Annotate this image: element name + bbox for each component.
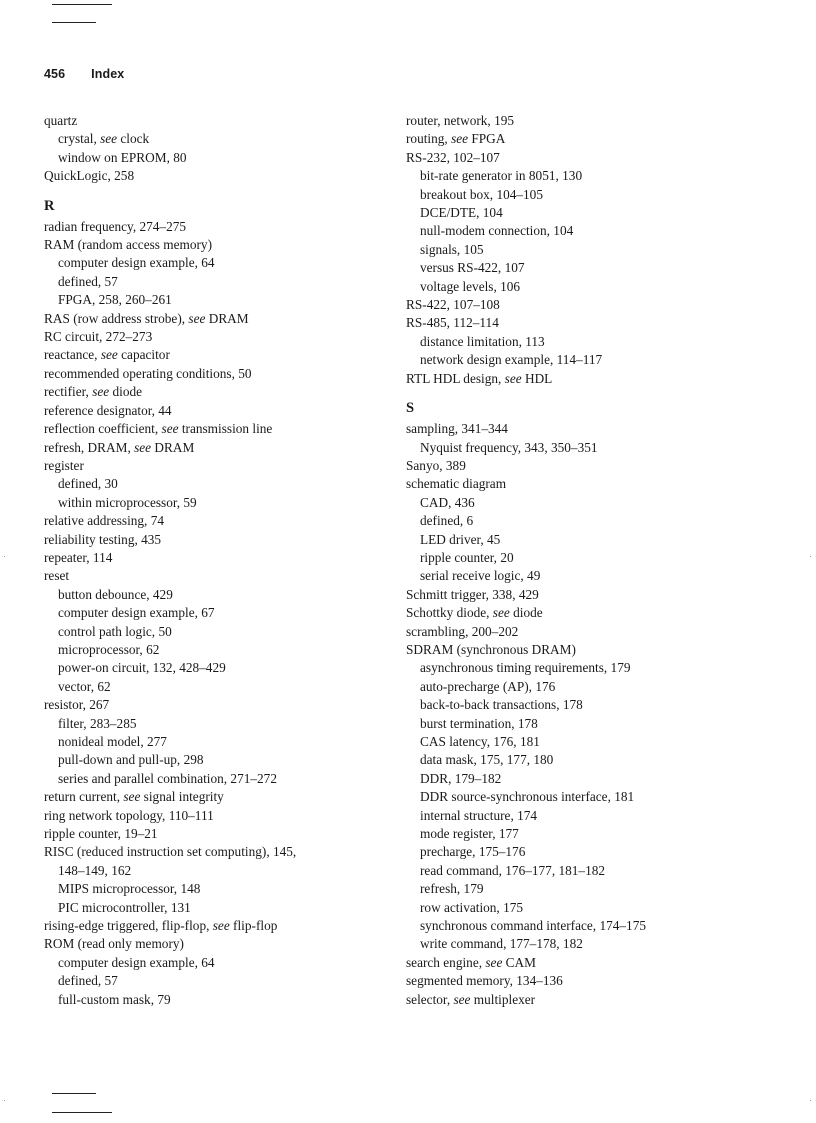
index-entry <box>44 167 384 185</box>
index-subentry <box>406 494 746 512</box>
entry-text: write command, 177–178, 182 <box>420 936 583 952</box>
see-reference: see <box>453 991 471 1007</box>
index-subentry <box>44 733 384 751</box>
entry-text: microprocessor, 62 <box>58 641 160 657</box>
entry-text: Sanyo, 389 <box>406 457 466 473</box>
entry-text: serial receive logic, 49 <box>420 568 541 584</box>
index-subentry <box>406 531 746 549</box>
see-reference: see <box>134 439 152 455</box>
index-subentry <box>44 770 384 788</box>
index-entry <box>44 365 384 383</box>
entry-text: DCE/DTE, 104 <box>420 205 503 221</box>
index-subentry <box>44 586 384 604</box>
entry-text: power-on circuit, 132, 428–429 <box>58 660 226 676</box>
entry-text: full-custom mask, 79 <box>58 991 171 1007</box>
index-entry <box>44 696 384 714</box>
entry-text: precharge, 175–176 <box>420 844 526 860</box>
index-subentry <box>406 751 746 769</box>
index-entry <box>44 512 384 530</box>
see-target: DRAM <box>205 310 249 326</box>
entry-text: breakout box, 104–105 <box>420 186 543 202</box>
entry-text: internal structure, 174 <box>420 807 538 823</box>
entry-text: sampling, 341–344 <box>406 421 508 437</box>
index-entry <box>44 807 384 825</box>
index-subentry <box>406 351 746 369</box>
index-entry <box>44 328 384 346</box>
index-subentry <box>44 149 384 167</box>
entry-text: computer design example, 64 <box>58 954 215 970</box>
index-subentry <box>44 678 384 696</box>
index-entry <box>44 457 384 475</box>
see-target: DRAM <box>151 439 195 455</box>
page-number: 456 <box>44 67 66 81</box>
see-reference: see <box>100 347 118 363</box>
entry-text: CAS latency, 176, 181 <box>420 734 540 749</box>
index-subentry <box>406 186 746 204</box>
entry-text: RS-232, 102–107 <box>406 149 500 165</box>
index-subentry <box>44 291 384 309</box>
see-reference: see <box>504 370 522 386</box>
entry-text: pull-down and pull-up, 298 <box>58 752 204 768</box>
index-entry <box>406 972 746 990</box>
index-subentry <box>406 549 746 567</box>
see-target: capacitor <box>117 347 170 363</box>
index-subentry <box>406 278 746 296</box>
see-target: clock <box>117 131 150 147</box>
entry-text: RAM (random access memory) <box>44 237 213 253</box>
index-subentry <box>406 807 746 825</box>
crop-mark-bottom-long <box>52 1112 112 1113</box>
index-subentry <box>406 567 746 585</box>
index-entry <box>44 420 384 438</box>
entry-text: filter, 283–285 <box>58 715 137 731</box>
see-target: HDL <box>521 370 553 386</box>
entry-text: CAD, 436 <box>420 494 475 510</box>
index-column-left <box>44 112 384 1009</box>
entry-text: refresh, 179 <box>420 881 484 897</box>
index-entry <box>44 917 384 935</box>
entry-text: bit-rate generator in 8051, 130 <box>420 168 583 184</box>
see-target: diode <box>109 384 143 400</box>
index-entry <box>406 130 746 148</box>
index-entry <box>44 383 384 401</box>
index-subentry <box>44 659 384 677</box>
entry-text: radian frequency, 274–275 <box>44 218 187 234</box>
entry-text: RS-485, 112–114 <box>406 315 499 331</box>
index-subentry <box>406 204 746 222</box>
see-reference: see <box>100 131 118 147</box>
index-entry <box>44 843 384 861</box>
entry-text: crystal, <box>58 131 101 147</box>
index-entry <box>406 475 746 493</box>
entry-text: segmented memory, 134–136 <box>406 973 563 989</box>
index-subentry <box>44 604 384 622</box>
index-entry <box>44 935 384 953</box>
entry-text: Schmitt trigger, 338, 429 <box>406 586 539 602</box>
entry-text: PIC microcontroller, 131 <box>58 899 191 915</box>
see-target: multiplexer <box>470 991 536 1007</box>
entry-text: reflection coefficient, <box>44 421 162 437</box>
index-subentry <box>44 899 384 917</box>
entry-text: ripple counter, 20 <box>420 549 514 565</box>
index-subentry <box>44 751 384 769</box>
index-subentry <box>44 880 384 898</box>
index-entry <box>406 149 746 167</box>
entry-text: MIPS microprocessor, 148 <box>58 881 201 897</box>
index-subentry <box>44 494 384 512</box>
index-entry <box>44 346 384 364</box>
entry-text: Schottky diode, <box>406 605 493 621</box>
entry-text: quartz <box>44 113 78 128</box>
index-subentry <box>406 770 746 788</box>
entry-text: search engine, <box>406 954 486 970</box>
entry-text: reset <box>44 568 70 584</box>
index-subentry <box>44 972 384 990</box>
entry-text: ROM (read only memory) <box>44 936 184 952</box>
index-entry <box>44 112 384 130</box>
entry-text: series and parallel combination, 271–272 <box>58 770 277 786</box>
entry-text: register <box>44 457 84 473</box>
see-target: CAM <box>502 954 536 970</box>
index-subentry <box>406 167 746 185</box>
index-subentry <box>44 715 384 733</box>
index-subentry <box>406 733 746 751</box>
entry-text: refresh, DRAM, <box>44 439 135 455</box>
entry-text: Nyquist frequency, 343, 350–351 <box>420 439 598 455</box>
index-subentry <box>406 333 746 351</box>
index-subentry <box>406 696 746 714</box>
index-entry <box>406 457 746 475</box>
index-subentry <box>406 862 746 880</box>
index-entry <box>44 218 384 236</box>
crop-mark-bottom-short <box>52 1093 96 1094</box>
index-entry <box>44 825 384 843</box>
entry-text: voltage levels, 106 <box>420 278 521 294</box>
entry-text: window on EPROM, 80 <box>58 149 187 165</box>
see-target: transmission line <box>178 421 273 437</box>
entry-text: QuickLogic, 258 <box>44 168 135 184</box>
see-target: flip-flop <box>229 918 278 934</box>
entry-text: ripple counter, 19–21 <box>44 826 158 842</box>
running-title: Index <box>91 67 125 81</box>
entry-text: selector, <box>406 991 454 1007</box>
index-entry <box>44 402 384 420</box>
entry-text: RS-422, 107–108 <box>406 297 500 313</box>
entry-text: versus RS-422, 107 <box>420 260 525 276</box>
see-target: FPGA <box>468 131 506 147</box>
index-subentry <box>44 991 384 1009</box>
index-entry <box>406 991 746 1009</box>
entry-text: synchronous command interface, 174–175 <box>420 918 646 934</box>
entry-text: read command, 176–177, 181–182 <box>420 862 606 878</box>
entry-text: SDRAM (synchronous DRAM) <box>406 641 576 657</box>
index-subentry <box>406 659 746 677</box>
index-entry <box>44 549 384 567</box>
entry-text: recommended operating conditions, 50 <box>44 365 252 381</box>
index-subentry <box>406 715 746 733</box>
see-reference: see <box>123 789 141 805</box>
entry-text: burst termination, 178 <box>420 715 538 731</box>
entry-text: scrambling, 200–202 <box>406 623 519 639</box>
entry-text: control path logic, 50 <box>58 623 172 639</box>
entry-text: DDR source-synchronous interface, 181 <box>420 789 635 805</box>
entry-text: computer design example, 64 <box>58 255 215 271</box>
edge-tick-right <box>810 556 811 557</box>
see-reference: see <box>92 384 110 400</box>
index-subentry <box>406 825 746 843</box>
entry-text: ring network topology, 110–111 <box>44 807 214 823</box>
entry-text: defined, 57 <box>58 973 118 989</box>
entry-text: button debounce, 429 <box>58 586 173 602</box>
edge-tick-bottom-left <box>4 1100 5 1101</box>
entry-text: network design example, 114–117 <box>420 352 603 368</box>
index-entry <box>406 604 746 622</box>
entry-text: repeater, 114 <box>44 549 113 565</box>
entry-text: reference designator, 44 <box>44 402 172 418</box>
index-subentry <box>406 678 746 696</box>
index-subentry <box>406 259 746 277</box>
index-subentry <box>406 241 746 259</box>
entry-text: distance limitation, 113 <box>420 333 545 349</box>
entry-text: row activation, 175 <box>420 899 524 915</box>
see-reference: see <box>161 421 179 437</box>
edge-tick-left <box>4 556 5 557</box>
entry-text: back-to-back transactions, 178 <box>420 697 583 713</box>
entry-text: FPGA, 258, 260–261 <box>58 292 172 308</box>
see-reference: see <box>492 605 510 621</box>
entry-text: mode register, 177 <box>420 826 519 842</box>
entry-text: within microprocessor, 59 <box>58 494 197 510</box>
see-reference: see <box>485 954 503 970</box>
index-subentry <box>44 130 384 148</box>
index-subentry <box>44 954 384 972</box>
index-subentry <box>406 899 746 917</box>
entry-text: reactance, <box>44 347 101 363</box>
index-entry <box>406 296 746 314</box>
see-target: signal integrity <box>140 789 224 805</box>
index-subentry <box>406 880 746 898</box>
entry-text: RC circuit, 272–273 <box>44 329 153 345</box>
entry-text: relative addressing, 74 <box>44 513 165 529</box>
index-entry <box>44 531 384 549</box>
index-subentry <box>406 788 746 806</box>
entry-text: computer design example, 67 <box>58 605 215 621</box>
index-entry <box>406 112 746 130</box>
entry-text: auto-precharge (AP), 176 <box>420 678 556 694</box>
index-subentry <box>406 439 746 457</box>
index-entry <box>44 439 384 457</box>
index-subentry <box>44 475 384 493</box>
index-letter-heading: R <box>44 197 55 214</box>
index-entry <box>406 623 746 641</box>
index-subentry <box>44 641 384 659</box>
index-entry <box>406 586 746 604</box>
index-entry <box>406 314 746 332</box>
index-entry <box>44 788 384 806</box>
index-subentry <box>44 273 384 291</box>
index-subentry <box>406 222 746 240</box>
entry-text: LED driver, 45 <box>420 531 501 547</box>
entry-text: rectifier, <box>44 384 93 400</box>
entry-text: RAS (row address strobe), <box>44 310 189 326</box>
index-subentry <box>44 254 384 272</box>
see-reference: see <box>451 131 469 147</box>
entry-text: vector, 62 <box>58 678 111 694</box>
entry-text: return current, <box>44 789 124 805</box>
entry-text: 148–149, 162 <box>58 862 132 878</box>
see-reference: see <box>188 310 206 326</box>
index-entry <box>44 310 384 328</box>
see-target: diode <box>509 605 543 621</box>
entry-text: schematic diagram <box>406 476 507 492</box>
index-entry <box>406 954 746 972</box>
entry-text: router, network, 195 <box>406 113 515 128</box>
index-entry-continuation <box>44 862 384 880</box>
entry-text: DDR, 179–182 <box>420 770 502 786</box>
index-entry <box>406 420 746 438</box>
entry-text: rising-edge triggered, flip-flop, <box>44 918 213 934</box>
index-entry <box>44 567 384 585</box>
entry-text: resistor, 267 <box>44 697 110 713</box>
entry-text: routing, <box>406 131 452 147</box>
crop-mark-top-long <box>52 4 112 5</box>
index-entry <box>406 370 746 388</box>
entry-text: defined, 57 <box>58 273 118 289</box>
entry-text: signals, 105 <box>420 241 484 257</box>
entry-text: asynchronous timing requirements, 179 <box>420 660 631 676</box>
index-subentry <box>406 512 746 530</box>
edge-tick-bottom-right <box>810 1100 811 1101</box>
index-letter-heading: S <box>406 400 415 417</box>
index-subentry <box>406 935 746 953</box>
entry-text: defined, 6 <box>420 513 474 529</box>
entry-text: nonideal model, 277 <box>58 734 167 749</box>
index-entry <box>406 641 746 659</box>
entry-text: data mask, 175, 177, 180 <box>420 752 554 768</box>
crop-mark-top-short <box>52 22 96 23</box>
entry-text: RTL HDL design, <box>406 370 505 386</box>
index-entry <box>44 236 384 254</box>
index-subentry <box>406 917 746 935</box>
index-column-right <box>406 112 746 1009</box>
see-reference: see <box>212 918 230 934</box>
index-subentry <box>44 623 384 641</box>
index-subentry <box>406 843 746 861</box>
entry-text: null-modem connection, 104 <box>420 223 574 239</box>
entry-text: defined, 30 <box>58 476 118 492</box>
entry-text: reliability testing, 435 <box>44 531 162 547</box>
running-header <box>44 67 124 81</box>
entry-text: RISC (reduced instruction set computing), 145, <box>44 844 297 860</box>
